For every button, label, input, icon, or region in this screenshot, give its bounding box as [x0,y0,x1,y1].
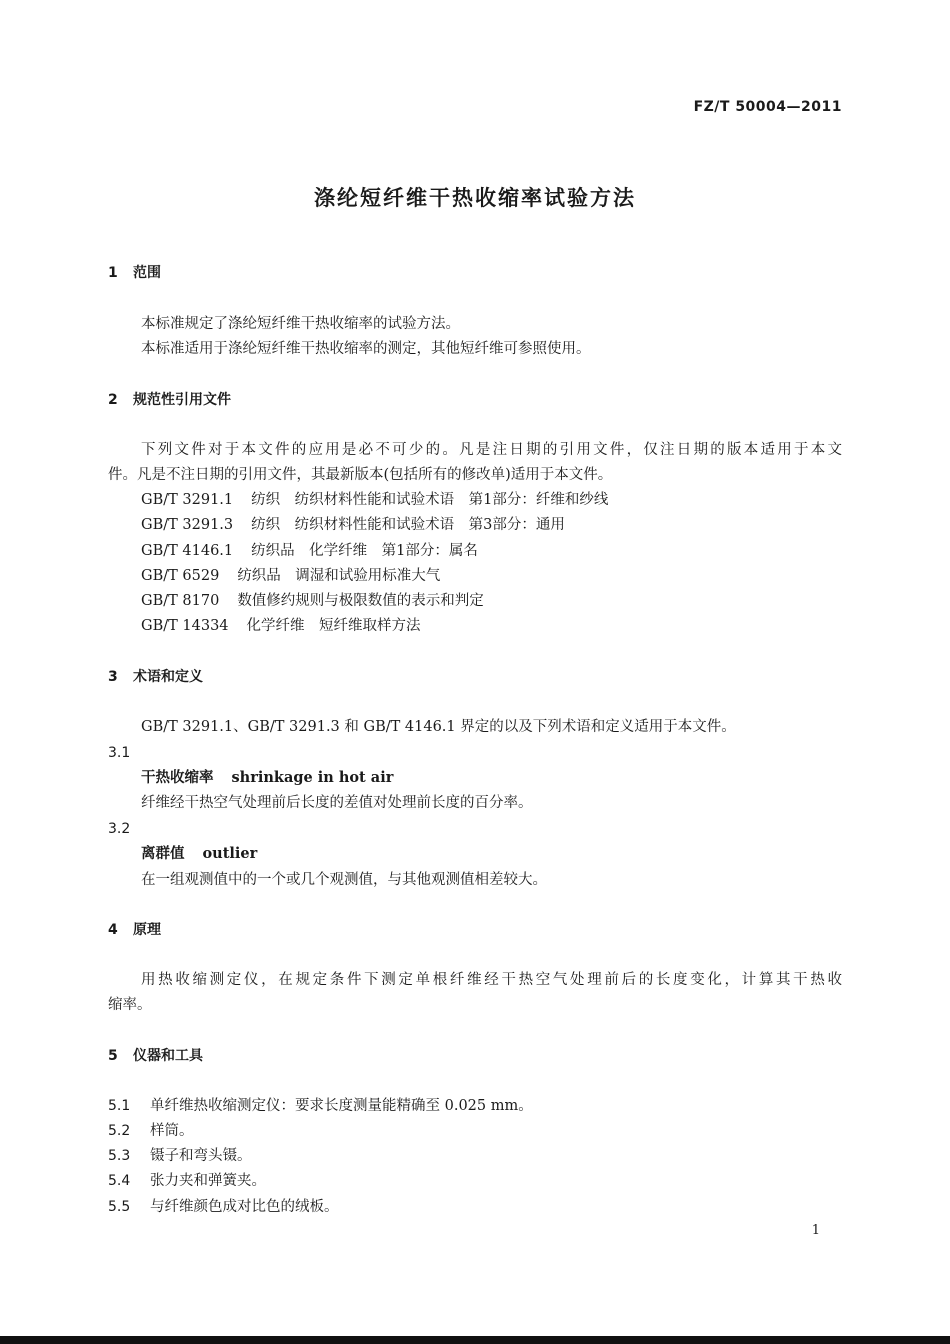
list-item [108,1197,339,1217]
reference-code: GB/T 8170 [141,593,220,609]
item-number: 5.1 [108,1098,131,1114]
item-text: 单纤维热收缩测定仪：要求长度测量能精确至 0.025 mm。 [150,1098,533,1114]
paragraph: 本标准规定了涤纶短纤维干热收缩率的试验方法。 [141,316,460,332]
reference-item [141,616,421,636]
section-title: 范围 [133,265,161,281]
paragraph: 用热收缩测定仪，在规定条件下测定单根纤维经干热空气处理前后的长度变化，计算其干热收 [141,972,842,988]
section-title: 规范性引用文件 [133,392,231,408]
item-number: 5.5 [108,1199,131,1215]
section-number: 5 [108,1048,118,1064]
section-heading-5 [108,1046,203,1066]
section-number: 3 [108,669,118,685]
reference-item [141,566,440,586]
item-number: 5.3 [108,1148,131,1164]
section-number: 2 [108,392,118,408]
reference-item [141,490,608,510]
term-zh: 离群值 [141,845,185,862]
item-number: 5.4 [108,1173,131,1189]
reference-item [141,515,565,535]
item-number: 5.2 [108,1123,131,1139]
section-number: 1 [108,265,118,281]
bottom-border [0,1336,950,1344]
reference-title: 化学纤维 短纤维取样方法 [246,618,421,634]
list-item [108,1121,194,1141]
section-heading-1 [108,263,161,283]
item-text: 镊子和弯头镊。 [150,1148,252,1164]
section-heading-2 [108,390,231,410]
reference-code: GB/T 3291.3 [141,517,234,533]
section-title: 仪器和工具 [133,1048,203,1064]
section-title: 原理 [133,922,161,938]
item-text: 张力夹和弹簧夹。 [150,1173,266,1189]
document-title: 涤纶短纤维干热收缩率试验方法 [314,186,636,210]
term-zh: 干热收缩率 [141,769,214,786]
reference-item [141,591,484,611]
paragraph: 本标准适用于涤纶短纤维干热收缩率的测定，其他短纤维可参照使用。 [141,341,591,357]
list-item [108,1146,252,1166]
list-item [108,1171,266,1191]
paragraph: 件。凡是不注日期的引用文件，其最新版本(包括所有的修改单)适用于本文件。 [108,467,613,483]
term-en: shrinkage in hot air [231,769,394,786]
term-number: 3.1 [108,745,131,761]
reference-title: 纺织 纺织材料性能和试验术语 第3部分：通用 [251,517,565,533]
reference-code: GB/T 14334 [141,618,229,634]
section-heading-4 [108,920,161,940]
item-text: 与纤维颜色成对比色的绒板。 [150,1199,339,1215]
reference-title: 数值修约规则与极限数值的表示和判定 [237,593,484,609]
paragraph: 下列文件对于本文件的应用是必不可少的。凡是注日期的引用文件，仅注日期的版本适用于本文 [141,442,842,458]
section-number: 4 [108,922,118,938]
term-entry [141,844,257,864]
reference-code: GB/T 6529 [141,568,220,584]
section-heading-3 [108,667,203,687]
section-title: 术语和定义 [133,669,203,685]
list-item [108,1096,533,1116]
term-definition: 在一组观测值中的一个或几个观测值，与其他观测值相差较大。 [141,872,547,888]
reference-title: 纺织品 调湿和试验用标准大气 [237,568,441,584]
paragraph: 缩率。 [108,997,152,1013]
page-number: 1 [811,1223,820,1238]
reference-title: 纺织 纺织材料性能和试验术语 第1部分：纤维和纱线 [251,492,609,508]
reference-title: 纺织品 化学纤维 第1部分：属名 [251,543,478,559]
item-text: 样筒。 [150,1123,194,1139]
reference-code: GB/T 4146.1 [141,543,234,559]
term-en: outlier [202,845,258,862]
term-definition: 纤维经干热空气处理前后长度的差值对处理前长度的百分率。 [141,795,533,811]
term-entry [141,768,393,788]
reference-item [141,541,478,561]
term-number: 3.2 [108,821,131,837]
standard-number: FZ/T 50004—2011 [693,99,842,115]
reference-code: GB/T 3291.1 [141,492,234,508]
paragraph: GB/T 3291.1、GB/T 3291.3 和 GB/T 4146.1 界定的以及下列术语和定义适用于本文件。 [141,719,736,735]
